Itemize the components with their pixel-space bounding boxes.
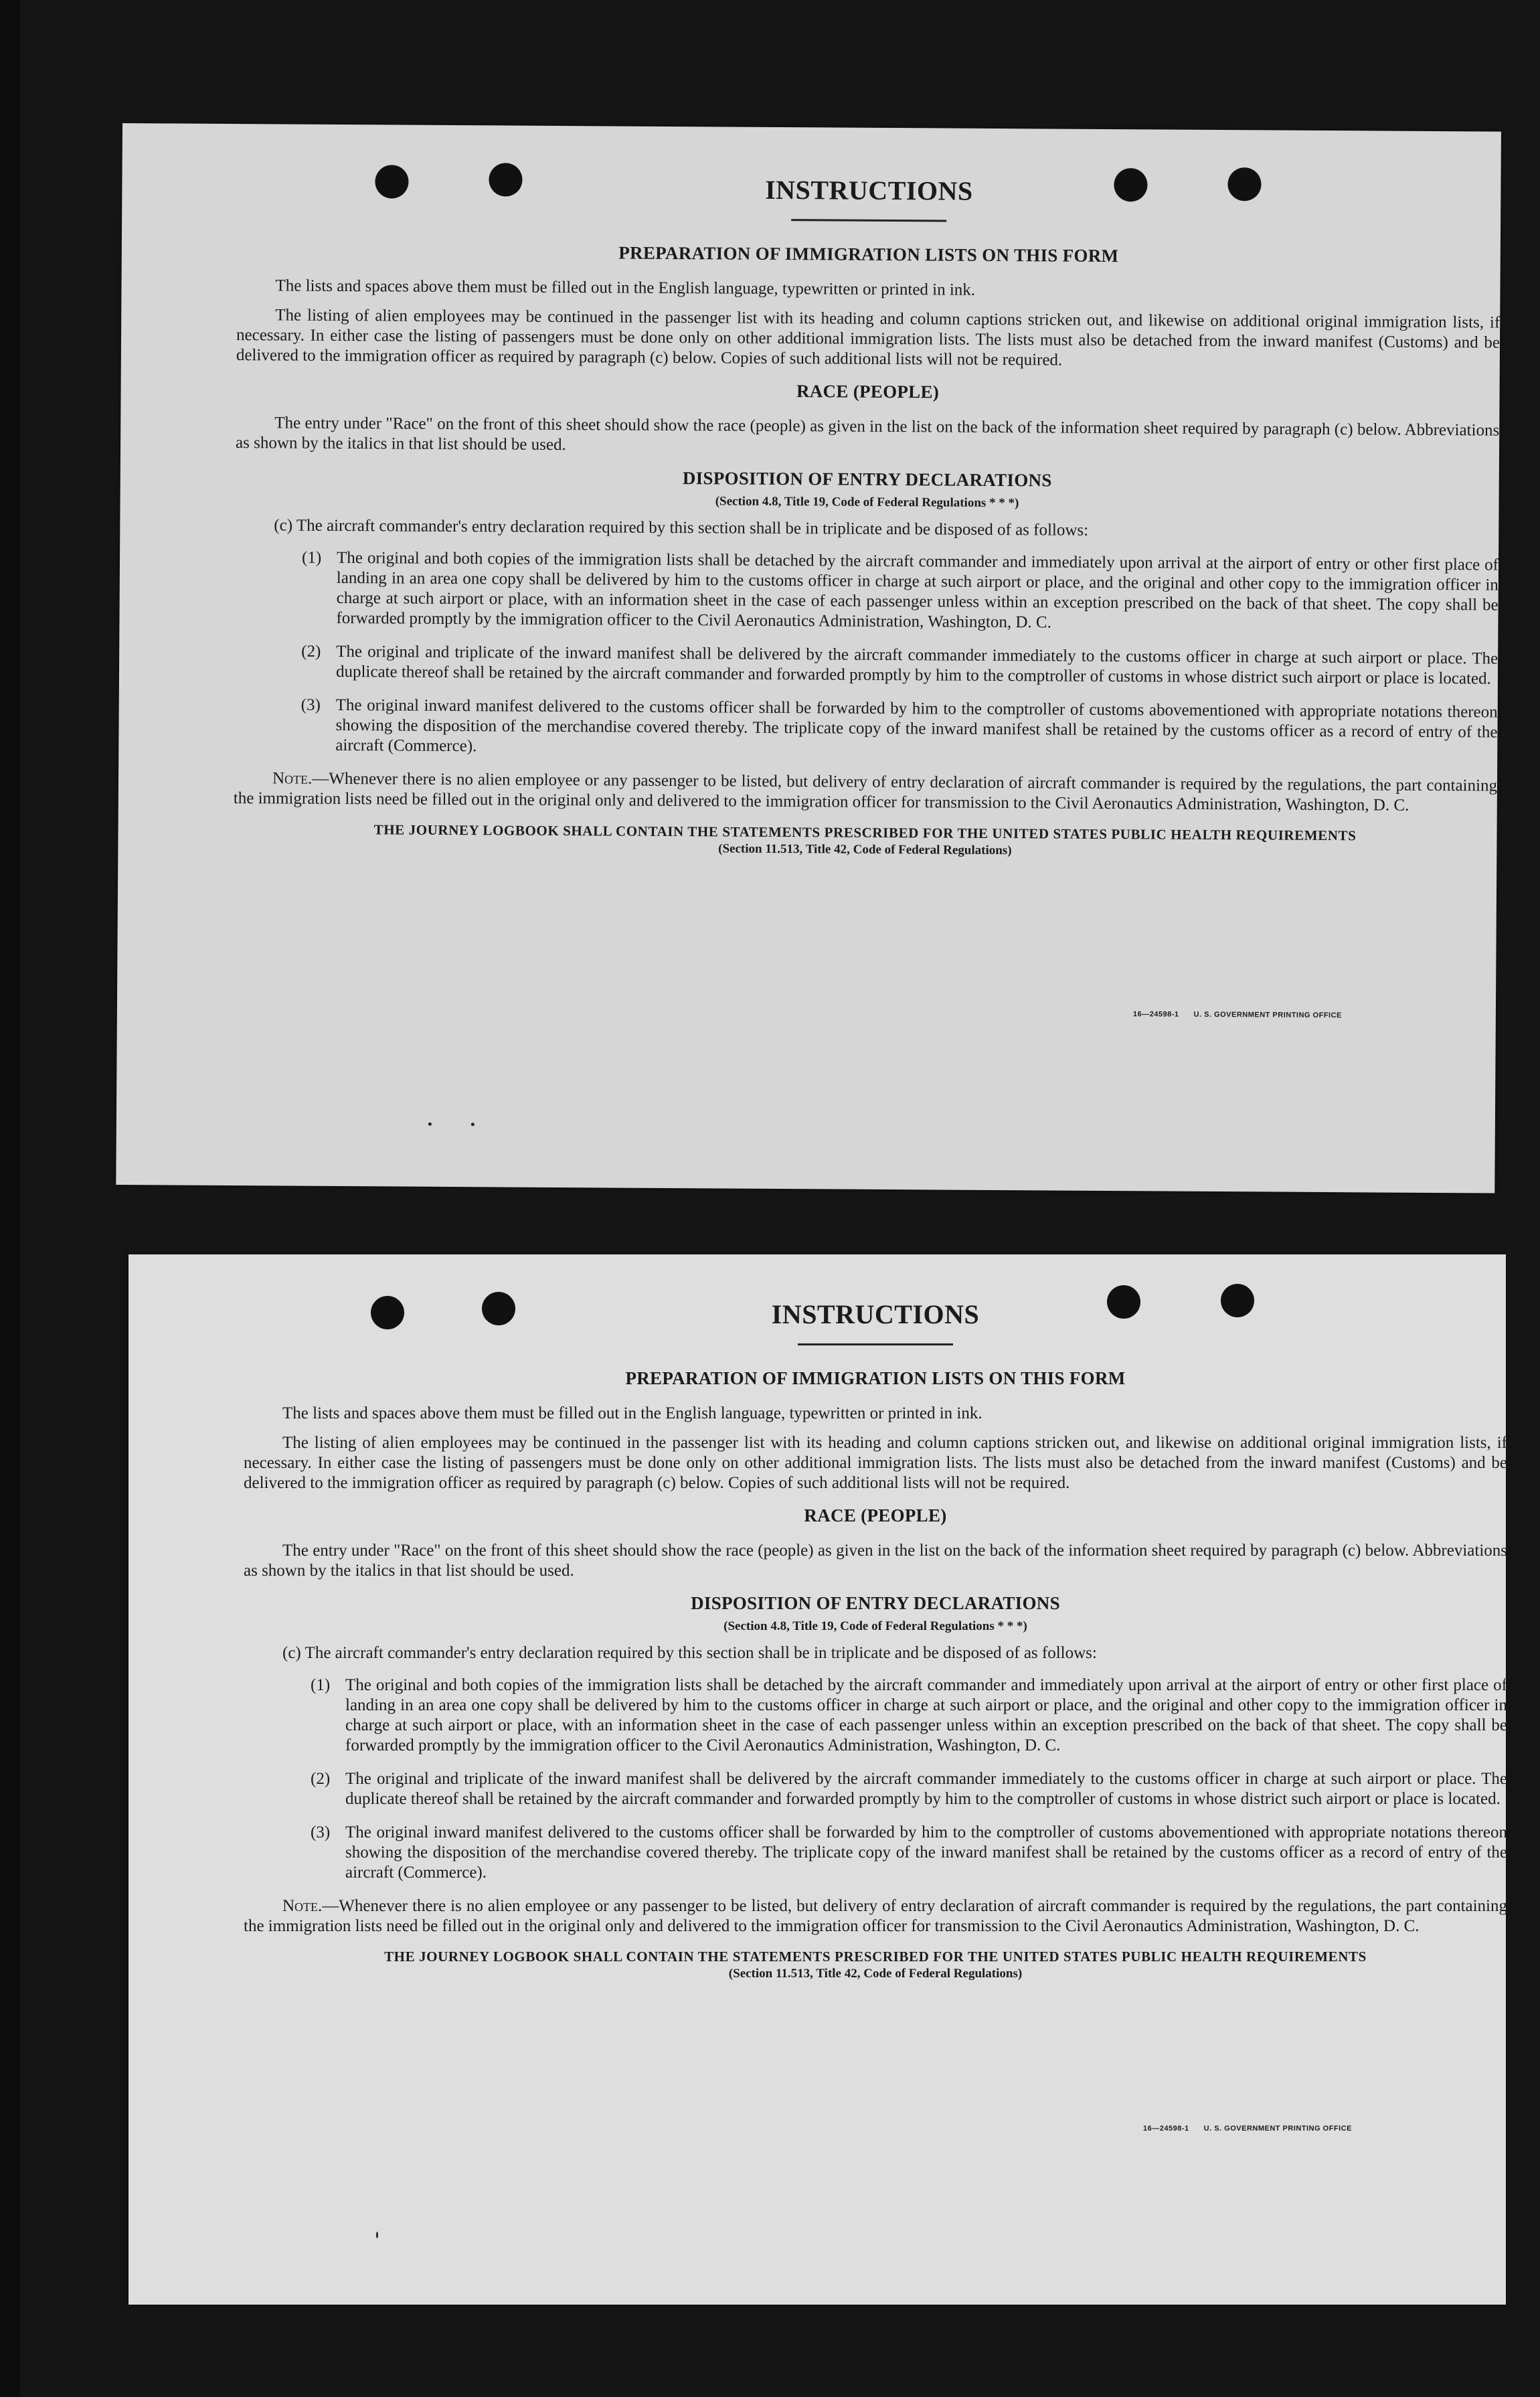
instructions-text [233,171,1501,861]
race-para: The entry under "Race" on the front of this sheet should show the race (people) as given in the list on the back of the information sheet required by paragraph (c) below. Abbreviations as shown by the italics in that list should be used. [236,414,1500,454]
form-code: 16—24598-1 [1132,1010,1179,1019]
item-text: The original and triplicate of the inward manifest shall be delivered by the aircraft commander immediately to the customs officer in charge at such airport or place. The duplicate thereof shall be retained by the aircraft commander and forwarded promptly by him to the comptroller of customs in whose district such airport or place is located. [345,1770,1507,1808]
preparation-para-1: The lists and spaces above them must be filled out in the English language, typewritten or printed in ink. [275,276,976,299]
preparation-para-1: The lists and spaces above them must be filled out in the English language, typewritten or printed in ink. [282,1404,982,1422]
preparation-heading: PREPARATION OF IMMIGRATION LISTS ON THIS FORM [625,1368,1126,1388]
printer-imprint [1143,2125,1352,2133]
form-code: 16—24598-1 [1143,2125,1189,2133]
title-rule [798,1343,953,1345]
scan-background [0,0,20,2397]
note-paragraph [234,768,1497,817]
page-title: INSTRUCTIONS [765,174,973,206]
instruction-sheet-bottom [129,1254,1506,2305]
item-text: The original inward manifest delivered to the customs officer shall be forwarded by him to the comptroller of customs abovementioned with appropriate notations thereon showing the disposition of the merchandise covered thereby. The triplicate copy of the inward manifest shall be retained by the customs officer as a record of entry of the aircraft (Commerce). [345,1823,1507,1882]
item-number: (2) [311,1770,331,1788]
disposition-item [301,695,1498,763]
item-number: (1) [311,1676,331,1694]
disposition-item [311,1675,1507,1756]
printer-imprint [1133,1010,1342,1019]
item-text: The original inward manifest delivered to the customs officer shall be forwarded by him to the comptroller of customs abovementioned with appropriate notations thereon showing the disposition of the merchandise covered thereby. The triplicate copy of the inward manifest shall be retained by the customs officer as a record of entry of the aircraft (Commerce). [335,695,1498,756]
note-label: Note. [272,769,313,788]
instructions-text [244,1299,1507,1981]
disposition-item [311,1769,1507,1809]
disposition-subheading: (Section 4.8, Title 19, Code of Federal Regulations * * *) [723,1619,1027,1633]
disposition-intro: (c) The aircraft commander's entry declaration required by this section shall be in triplicate and be disposed of as follows: [274,516,1089,540]
scan-speck [471,1123,475,1126]
printing-office: U. S. GOVERNMENT PRINTING OFFICE [1193,1010,1342,1020]
item-text: The original and triplicate of the inward manifest shall be delivered by the aircraft commander immediately to the customs officer in charge at such airport or place. The duplicate thereof shall be retained by the aircraft commander and forwarded promptly by him to the comptroller of customs in whose district such airport or place is located. [335,642,1499,688]
preparation-para-2: The listing of alien employees may be continued in the passenger list with its heading and column captions stricken out, and likewise on additional original immigration lists, if necessary. In either case the listing of passengers must be done only on other additional immigration lists. The lists must also be detached from the inward manifest (Customs) and be delivered to the immigration officer as required by paragraph (c) below. Copies of such additional lists will not be required. [244,1434,1507,1492]
item-number: (2) [301,642,321,661]
item-number: (3) [311,1823,331,1841]
item-text: The original and both copies of the immigration lists shall be detached by the aircraft commander and immediately upon arrival at the airport of entry or other first place of landing in an area one copy shall be delivered by him to the customs officer in charge at such airport or place, and the original and other copy to the immigration officer in charge at such airport or place, with an information sheet in the case of each passenger unless within an exception prescribed on the back of that sheet. The copy shall be forwarded promptly by the immigration officer to the Civil Aeronautics Administration, Washington, D. C. [345,1676,1507,1754]
disposition-subheading: (Section 4.8, Title 19, Code of Federal Regulations * * *) [715,494,1019,511]
health-requirements-line: THE JOURNEY LOGBOOK SHALL CONTAIN THE STATEMENTS PRESCRIBED FOR THE UNITED STATES PUBLIC HEALTH REQUIREMENTS [384,1949,1367,1965]
disposition-item [301,548,1499,636]
race-heading: RACE (PEOPLE) [796,381,940,402]
printing-office: U. S. GOVERNMENT PRINTING OFFICE [1203,2125,1352,2133]
page-title: INSTRUCTIONS [771,1299,980,1329]
race-para: The entry under "Race" on the front of this sheet should show the race (people) as given in the list on the back of the information sheet required by paragraph (c) below. Abbreviations as shown by the italics in that list should be used. [244,1542,1507,1580]
item-number: (1) [301,548,322,567]
disposition-heading: DISPOSITION OF ENTRY DECLARATIONS [691,1593,1060,1613]
instruction-sheet-top [116,123,1501,1193]
health-requirements-citation: (Section 11.513, Title 42, Code of Federal Regulations) [728,1967,1023,1981]
note-text: —Whenever there is no alien employee or any passenger to be listed, but delivery of entry declaration of aircraft commander is required by the regulations, the part containing the immigration lists need be filled out in the original only and delivered to the immigration officer for transmission to the Civil Aeronautics Administration, Washington, D. C. [244,1897,1507,1935]
health-requirements-line: THE JOURNEY LOGBOOK SHALL CONTAIN THE STATEMENTS PRESCRIBED FOR THE UNITED STATES PUBLIC HEALTH REQUIREMENTS [373,821,1357,844]
scan-speck [428,1123,432,1126]
note-label: Note. [282,1897,323,1915]
disposition-item [301,642,1498,689]
disposition-heading: DISPOSITION OF ENTRY DECLARATIONS [682,468,1052,491]
preparation-heading: PREPARATION OF IMMIGRATION LISTS ON THIS FORM [618,242,1119,266]
disposition-intro: (c) The aircraft commander's entry declaration required by this section shall be in triplicate and be disposed of as follows: [282,1644,1097,1662]
item-number: (3) [301,695,321,714]
preparation-para-2: The listing of alien employees may be continued in the passenger list with its heading and column captions stricken out, and likewise on additional original immigration lists, if necessary. In either case the listing of passengers must be done only on other additional immigration lists. The lists must also be detached from the inward manifest (Customs) and be delivered to the immigration officer as required by paragraph (c) below. Copies of such additional lists will not be required. [236,306,1501,369]
scan-speck [376,2232,378,2238]
race-heading: RACE (PEOPLE) [804,1505,947,1525]
note-paragraph [244,1896,1507,1936]
title-rule [791,219,946,222]
health-requirements-citation: (Section 11.513, Title 42, Code of Federal Regulations) [718,841,1012,858]
note-text: —Whenever there is no alien employee or any passenger to be listed, but delivery of entry declaration of aircraft commander is required by the regulations, the part containing the immigration lists need be filled out in the original only and delivered to the immigration officer for transmission to the Civil Aeronautics Administration, Washington, D. C. [233,769,1498,815]
item-text: The original and both copies of the immigration lists shall be detached by the aircraft commander and immediately upon arrival at the airport of entry or other first place of landing in an area one copy shall be delivered by him to the customs officer in charge at such airport or place, and the original and other copy to the immigration officer in charge at such airport or place, with an information sheet in the case of each passenger unless within an exception prescribed on the back of that sheet. The copy shall be forwarded promptly by the immigration officer to the Civil Aeronautics Administration, Washington, D. C. [336,548,1499,632]
disposition-item [311,1823,1507,1883]
